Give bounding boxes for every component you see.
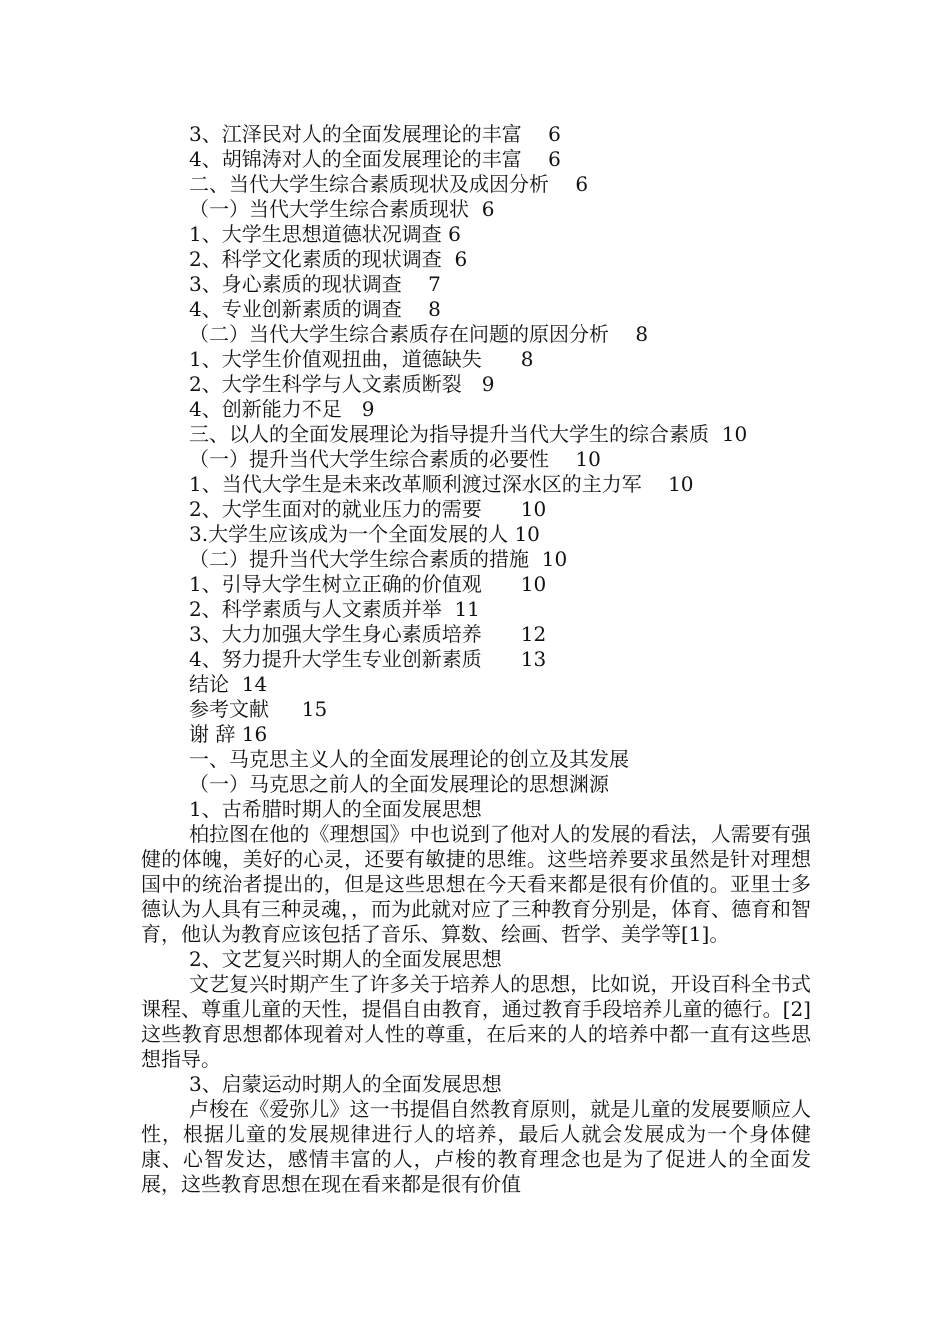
- subsection-heading: 3、启蒙运动时期人的全面发展思想: [189, 1072, 502, 1096]
- body-paragraph: 柏拉图在他的《理想国》中也说到了他对人的发展的看法，人需要有强健的体魄，美好的心灵，还要有敏捷的思维。这些培养要求虽然是针对理想国中的统治者提出的，但是这些思想在今天看来都是很有价值的。亚里士多德认为人具有三种灵魂，，而为此就对应了三种教育分别是，体育、德育和智育，他认为教育应该包括了音乐、算数、绘画、哲学、美学等[1]。: [141, 822, 811, 946]
- toc-entry: （二）当代大学生综合素质存在问题的原因分析 8: [189, 322, 649, 346]
- toc-entry: 3.大学生应该成为一个全面发展的人 10: [189, 522, 540, 546]
- subsection-heading: 1、古希腊时期人的全面发展思想: [189, 797, 482, 821]
- toc-entry: 4、胡锦涛对人的全面发展理论的丰富 6: [189, 147, 561, 171]
- toc-entry: 三、以人的全面发展理论为指导提升当代大学生的综合素质 10: [189, 422, 748, 446]
- toc-entry: 3、江泽民对人的全面发展理论的丰富 6: [189, 122, 561, 146]
- body-paragraph: 文艺复兴时期产生了许多关于培养人的思想，比如说，开设百科全书式课程、尊重儿童的天性，提倡自由教育，通过教育手段培养儿童的德行。[2]这些教育思想都体现着对人性的尊重，在后来的人的培养中都一直有这些思想指导。: [141, 972, 811, 1071]
- toc-entry: 结论 14: [189, 672, 268, 696]
- toc-entry: 1、大学生思想道德状况调查 6: [189, 222, 461, 246]
- toc-entry: 2、大学生面对的就业压力的需要 10: [189, 497, 547, 521]
- toc-entry: 2、大学生科学与人文素质断裂 9: [189, 372, 495, 396]
- table-of-contents: [141, 122, 811, 747]
- toc-entry: 1、当代大学生是未来改革顺利渡过深水区的主力军 10: [189, 472, 694, 496]
- toc-entry: 谢 辞 16: [189, 722, 268, 746]
- toc-entry: 4、努力提升大学生专业创新素质 13: [189, 647, 547, 671]
- toc-entry: 2、科学文化素质的现状调查 6: [189, 247, 468, 271]
- toc-entry: 1、引导大学生树立正确的价值观 10: [189, 572, 547, 596]
- section-heading: （一）马克思之前人的全面发展理论的思想渊源: [189, 772, 609, 796]
- document-content: [141, 122, 811, 1197]
- toc-entry: 2、科学素质与人文素质并举 11: [189, 597, 480, 621]
- toc-entry: 二、当代大学生综合素质现状及成因分析 6: [189, 172, 589, 196]
- body-paragraph: 卢梭在《爱弥儿》这一书提倡自然教育原则，就是儿童的发展要顺应人性，根据儿童的发展规律进行人的培养，最后人就会发展成为一个身体健康、心智发达，感情丰富的人，卢梭的教育理念也是为了促进人的全面发展，这些教育思想在现在看来都是很有价值: [141, 1097, 811, 1196]
- toc-entry: （一）提升当代大学生综合素质的必要性 10: [189, 447, 601, 471]
- toc-entry: （一）当代大学生综合素质现状 6: [189, 197, 495, 221]
- toc-entry: 4、专业创新素质的调查 8: [189, 297, 441, 321]
- toc-entry: （二）提升当代大学生综合素质的措施 10: [189, 547, 568, 571]
- chapter-heading: 一、马克思主义人的全面发展理论的创立及其发展: [189, 747, 629, 771]
- toc-entry: 参考文献 15: [189, 697, 328, 721]
- toc-entry: 4、创新能力不足 9: [189, 397, 375, 421]
- toc-entry: 3、身心素质的现状调查 7: [189, 272, 441, 296]
- toc-entry: 1、大学生价值观扭曲，道德缺失 8: [189, 347, 534, 371]
- subsection-heading: 2、文艺复兴时期人的全面发展思想: [189, 947, 502, 971]
- toc-entry: 3、大力加强大学生身心素质培养 12: [189, 622, 547, 646]
